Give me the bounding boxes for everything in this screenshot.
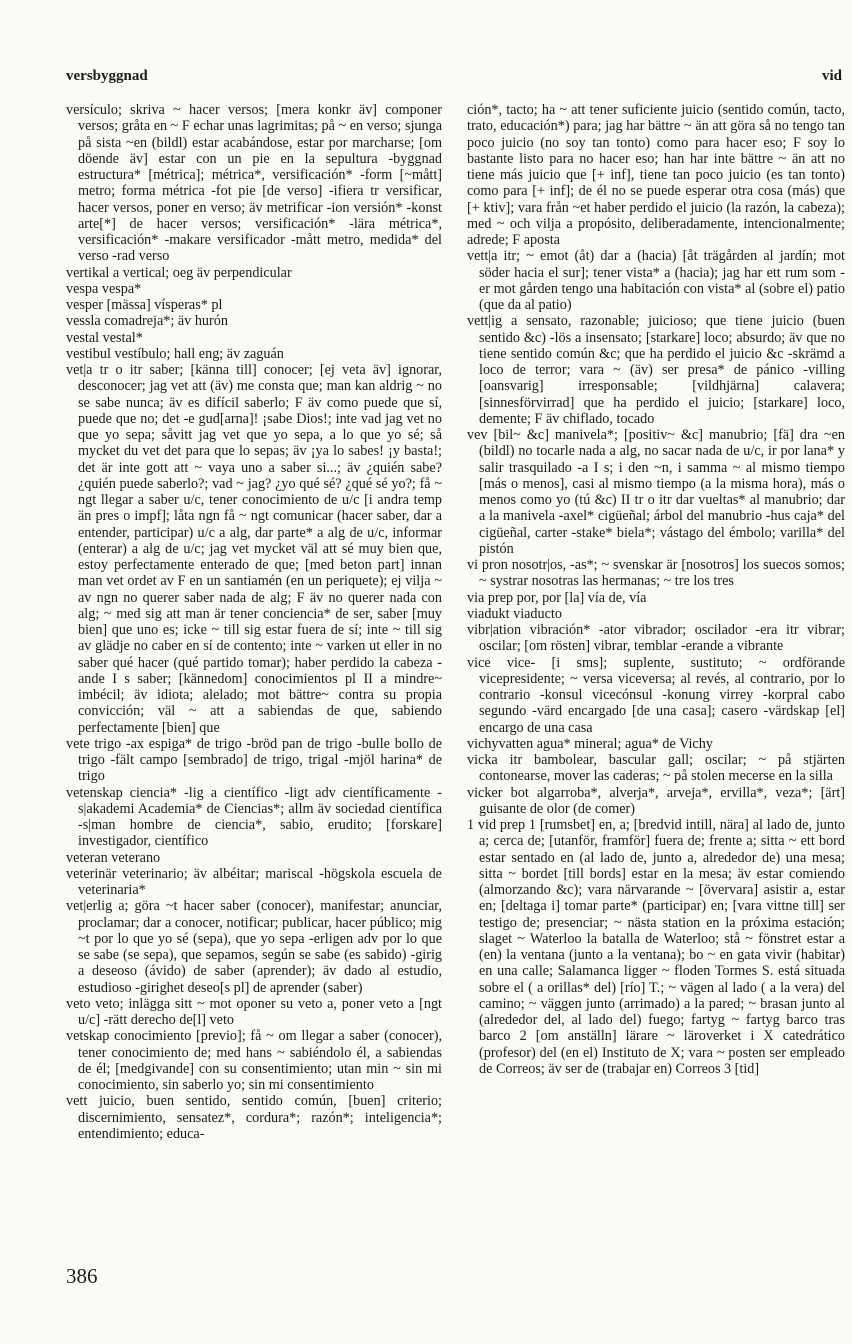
dictionary-entry: vetenskap ciencia* -lig a científico -ligt adv científicamente -s|akademi Academia* de Ciencias*; allm äv sociedad científica -s|man hombre de ciencia*, sabio, erudito; [forskare] investigador, científico	[66, 784, 442, 850]
page-number: 386	[66, 1264, 98, 1288]
left-column	[66, 102, 442, 1242]
dictionary-entry: via prep por, por [la] vía de, vía	[467, 589, 647, 606]
dictionary-entry: vichyvatten agua* mineral; agua* de Vichy	[467, 735, 713, 752]
dictionary-entry: vicka itr bambolear, bascular gall; oscilar; ~ på stjärten contonearse, mover las caderas; ~ på stolen mecerse en la silla	[467, 752, 845, 785]
dictionary-entry: 1 vid prep 1 [rumsbet] en, a; [bredvid intill, nära] al lado de, junto a; cerca de; [utanför, framför] fuera de; frente a; sitta ~ ett bord estar sentado en (al lado de, junto a, alrededor de) una mesa; sitta ~ bordet [till bords] estar en la mesa; äv estar comiendo (almorzando &c); vara närvarande ~ [övervara] asistir a, estar en; [deltaga i] tomar parte* (participar) en; [vara vittne till] ser testigo de; presenciar; ~ nästa station en la próxima estación; slaget ~ Waterloo la batalla de Waterloo; stå ~ fönstret estar a (en) la ventana (junto a la ventana); bo ~ en gata vivir (habitar) en una calle; Salamanca ligger ~ floden Tormes S. está situada sobre el ( a orillas* del) [río] T.; ~ vägen al lado ( a la vera) del camino; ~ väggen junto (arrimado) a la pared; ~ brasan junto al (alrededor del, al lado del) fuego; fartyg ~ fartyg barco tras barco 2 [om anställn] lärare ~ läroverket i X catedrático (profesor) del (en el) Instituto de X; vara ~ posten ser empleado de Correos; äv ser de (trabajar en) Correos 3 [tid]	[467, 817, 845, 1077]
dictionary-entry: veteran veterano	[66, 849, 161, 866]
dictionary-entry: viadukt viaducto	[467, 605, 562, 622]
right-column	[467, 102, 845, 1242]
running-head-right: vid	[822, 68, 843, 84]
dictionary-entry: vetskap conocimiento [previo]; få ~ om llegar a saber (conocer), tener conocimiento de; med hans ~ sabiéndolo él, a sabiendas de él; [medgivande] con su consentimiento; utan min ~ sin mi conocimiento, sin saberlo yo; sin mi consentimiento	[66, 1028, 442, 1093]
dictionary-entry: vete trigo -ax espiga* de trigo -bröd pan de trigo -bulle bollo de trigo -fält campo [sembrado] de trigo, trigal -mjöl harina* de trigo	[66, 735, 442, 785]
dictionary-entry: vibr|ation vibración* -ator vibrador; oscilador -era itr vibrar; oscilar; [om rösten] vibrar, temblar -erande a vibrante	[467, 622, 845, 655]
dictionary-entry: vestal vestal*	[66, 329, 143, 346]
dictionary-entry: vestibul vestíbulo; hall eng; äv zaguán	[66, 345, 284, 362]
dictionary-entry: vice vice- [i sms]; suplente, sustituto; ~ ordförande vicepresidente; ~ versa viceversa; al revés, al contrario, por lo contrario -konsul vicecónsul -konung virrey -korpral cabo segundo -värd encargado [de una casa]; casero -värdskap [el] encargo de una casa	[467, 654, 845, 736]
dictionary-entry: versículo; skriva ~ hacer versos; [mera konkr äv] componer versos; gråta en ~ F echar unas lagrimitas; på ~ en verso; sjunga på sista ~en (bildl) estar acabándose, estar por marcharse; [om döende äv] estar con un pie en la sepultura -byggnad estructura* [métrica]; métrica*, versificación* -form [~mått] metro; forma métrica -fot pie [de verso] -ifiera tr versificar, hacer versos, poner en verso; äv metrificar -ion versión* -konst arte[*] de hacer versos; versificación* -lära métrica*, versificación* -makare versificador -mått metro, medida* del verso -rad verso	[66, 102, 442, 265]
dictionary-entry: vett juicio, buen sentido, sentido común, [buen] criterio; discernimiento, sensatez*, cordura*; razón*; inteligencia*; entendimiento; educa-	[66, 1093, 442, 1142]
dictionary-entry: vicker bot algarroba*, alverja*, arveja*, ervilla*, veza*; [ärt] guisante de olor (de comer)	[467, 784, 845, 817]
dictionary-entry: vet|erlig a; göra ~t hacer saber (conocer), manifestar; anunciar, proclamar; dar a conocer, notificar; publicar, hacer público; mig ~t por lo que yo sé (sepa), que yo sepa -erligen adv por lo que se sabe (se sepa), que sepamos, según se sabe (es sabido) -girig a deseoso (ávido) de saber (aprender); äv dado al estudio, estudioso -girighet deseo[s pl] de aprender (saber)	[66, 898, 442, 996]
dictionary-entry: vertikal a vertical; oeg äv perpendicular	[66, 264, 292, 281]
dictionary-entry: vet|a tr o itr saber; [känna till] conocer; [ej veta äv] ignorar, desconocer; jag vet att (äv) me consta que; man kan aldrig ~ no se sabe nunca; äv es difícil saberlo; F äv como puede que sí, puede que no; det -e gud[arna]! ¡sabe Dios!; inte vad jag vet no que yo sepa; såvitt jag vet que yo sepa, a lo que yo sé; så mycket du vet det para que lo sepas; äv ¡ya lo sabes! ¡y basta!; det är inte gott att ~ vaya uno a saber si...; äv ¿quién sabe? ¿quién puede saberlo?; vad ~ jag? ¿yo qué sé? ¿qué sé yo?; få ~ ngt llegar a saber u/c, tener conocimiento de u/c [i andra temp än pres o impf]; låta ngn få ~ ngt comunicar (hacer saber, dar a entender, participar) u/c a alg, dar parte* a alg de u/c, informar (enterar) a alg de u/c; jag vet mycket väl att sé muy bien que, estoy perfectamente enterado de que; [med beton part] innan man vet ordet av F en un santiamén (en un periquete); ej vilja ~ av ngn no querer saber nada de alg; F äv no querer nada con alg; ~ med sig att man är tener conciencia* de ser, saber [muy bien] que uno es; icke ~ till sig estar fuera de sí; inte ~ till sig av glädje no caber en sí de contento; inte ~ varken ut eller in no saber qué hacer (qué partido tomar); haber perdido la cabeza -ande I s saber; [kännedom] conocimientos pl II a mindre~ imbécil; äv idiota; alelado; mot bättre~ contra su propia convicción; väl ~ att a sabiendas de que, sabiendo perfectamente [bien] que	[66, 362, 442, 736]
running-head-left: versbyggnad	[66, 68, 148, 84]
dictionary-entry: veto veto; inlägga sitt ~ mot oponer su veto a, poner veto a [ngt u/c] -rätt derecho de[l] veto	[66, 995, 442, 1028]
dictionary-entry: vett|ig a sensato, razonable; juicioso; que tiene juicio (buen sentido &c) -lös a insensato; [starkare] loco; absurdo; äv que no tiene sentido común &c; que ha perdido el juicio &c -skrämd a loco de terror; vara ~ (äv) ser presa* de pánico -villing [oansvarig] irresponsable; [vildhjärna] calavera; [sinnesförvirrad] que ha perdido el juicio; [starkare] loco, demente; F äv chiflado, tocado	[467, 313, 845, 427]
dictionary-entry: vespa vespa*	[66, 280, 142, 297]
dictionary-entry: ción*, tacto; ha ~ att tener suficiente juicio (sentido común, tacto, trato, educación*) para; jag har bättre ~ än att göra så no tengo tan poco juicio (no soy tan tonto) como para hacer eso; F soy lo bastante listo para no hacer eso; han har inte bättre ~ än att no tiene más juicio que [+ inf], tiene tan poco juicio (es tan tonto) como para [+ inf]; de él no se puede esperar otra cosa (más) que [+ ktiv]; vara från ~et haber perdido el juicio (la razón, la cabeza); med ~ och vilja a propósito, deliberadamente, intencionalmente; adrede; F aposta	[467, 102, 845, 248]
dictionary-entry: veterinär veterinario; äv albéitar; mariscal -högskola escuela de veterinaria*	[66, 865, 442, 898]
dictionary-entry: vessla comadreja*; äv hurón	[66, 313, 228, 330]
dictionary-entry: vi pron nosotr|os, -as*; ~ svenskar är [nosotros] los suecos somos; ~ systrar nosotras las hermanas; ~ tre los tres	[467, 557, 845, 590]
dictionary-entry: vett|a itr; ~ emot (åt) dar a (hacia) [åt trägården al jardín; mot söder hacia el sur]; tener vista* a (hacia); jag har ett rum som -er mot gården tengo una habitación con vista* al (sobre el) patio (que da al patio)	[467, 248, 845, 313]
dictionary-entry: vesper [mässa] vísperas* pl	[66, 297, 223, 313]
dictionary-entry: vev [bil~ &c] manivela*; [positiv~ &c] manubrio; [fä] dra ~en (bildl) no tocarle nada a alg, no sacar nada de u/c, ir por lana* y salir trasquilado -a I s; i den ~n, i samma ~ al mismo tiempo [más o menos], casi al mismo tiempo (a la misma hora), más o menos como yo (tú &c) II tr o itr dar vueltas* al manubrio; dar a la manivela -axel* cigüeñal; árbol del manubrio -hus caja* del cigüeñal, carter -stake* biela*; vástago del émbolo; varilla* del pistón	[467, 427, 845, 557]
